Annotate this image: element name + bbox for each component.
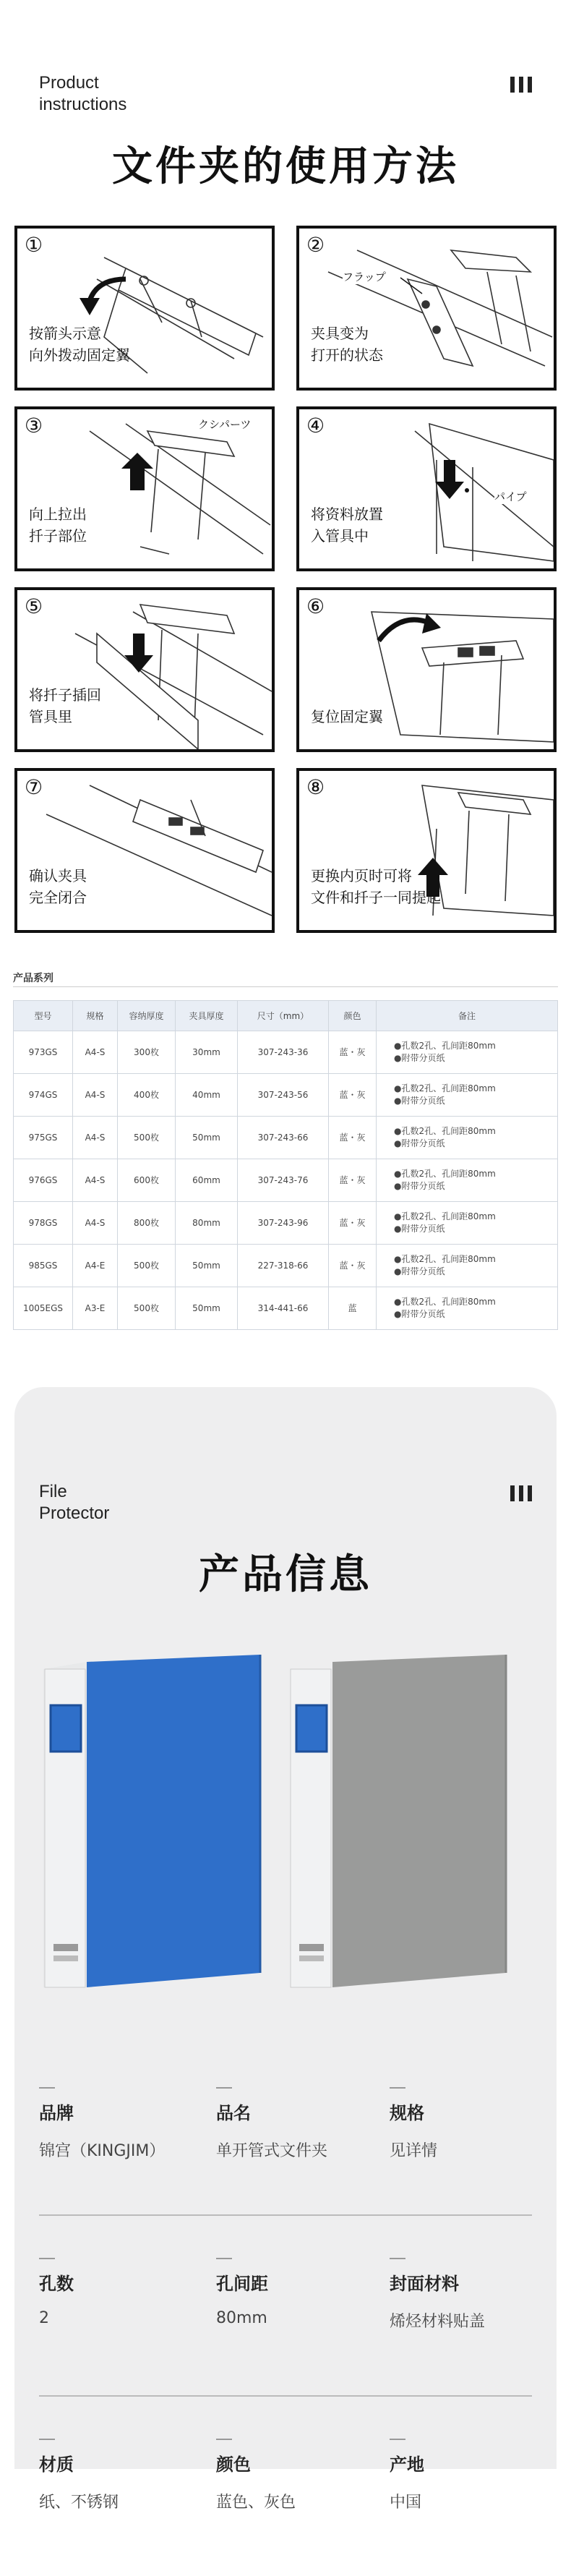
step-8: ⑧ 更换内页时可将 文件和扦子一同提起 <box>296 768 557 933</box>
cell-color: 蓝・灰 <box>329 1074 377 1117</box>
info-product-name: 品名 单开管式文件夹 <box>216 2087 375 2161</box>
cell-clip: 40mm <box>176 1074 238 1117</box>
table-row <box>14 1202 558 1245</box>
step-caption: 更换内页时可将 文件和扦子一同提起 <box>311 867 441 906</box>
step-caption: 将扦子插回 管具里 <box>29 686 101 725</box>
cell-note: ●孔数2孔、孔间距80mm ●附带分页纸 <box>377 1159 558 1202</box>
cell-color: 蓝 <box>329 1287 377 1330</box>
step-caption: 复位固定翼 <box>311 708 383 725</box>
info-hole-count: 孔数 2 <box>39 2258 198 2327</box>
step-5: ⑤ 将扦子插回 管具里 <box>14 587 275 752</box>
cell-size: 314-441-66 <box>238 1287 329 1330</box>
info-hole-spacing: 孔间距 80mm <box>216 2258 375 2327</box>
cell-note: ●孔数2孔、孔间距80mm ●附带分页纸 <box>377 1031 558 1074</box>
table-row <box>14 1117 558 1159</box>
cell-note: ●孔数2孔、孔间距80mm ●附带分页纸 <box>377 1117 558 1159</box>
cell-cap: 800枚 <box>118 1202 176 1245</box>
cell-model: 974GS <box>14 1074 73 1117</box>
step-3: ③ クシパーツ 向上拉出 扦子部位 <box>14 406 275 571</box>
cell-size: 307-243-96 <box>238 1202 329 1245</box>
cell-cap: 500枚 <box>118 1245 176 1287</box>
steps-grid <box>14 226 557 933</box>
flap-label: フラップ <box>343 270 386 283</box>
cell-model: 1005EGS <box>14 1287 73 1330</box>
info-material: 材质 纸、不锈钢 <box>39 2439 198 2512</box>
cell-note: ●孔数2孔、孔间距80mm ●附带分页纸 <box>377 1287 558 1330</box>
cell-clip: 50mm <box>176 1287 238 1330</box>
comb-part-label: クシパーツ <box>198 418 252 431</box>
cell-color: 蓝・灰 <box>329 1031 377 1074</box>
step-caption: 向上拉出 扦子部位 <box>29 506 87 545</box>
cell-spec: A4-E <box>73 1245 118 1287</box>
info-cover-material: 封面材料 烯烃材料贴盖 <box>390 2258 549 2332</box>
step-caption: 按箭头示意 向外拨动固定翼 <box>29 325 130 364</box>
table-header-row: 型号 规格 容纳厚度 夹具厚度 尺寸（mm） 颜色 备注 <box>14 1001 558 1031</box>
cell-size: 307-243-36 <box>238 1031 329 1074</box>
cell-note: ●孔数2孔、孔间距80mm ●附带分页纸 <box>377 1074 558 1117</box>
cell-color: 蓝・灰 <box>329 1245 377 1287</box>
step-caption: 夹具变为 打开的状态 <box>311 325 383 364</box>
info-spec: 规格 见详情 <box>390 2087 549 2161</box>
info-row <box>39 2045 532 2214</box>
cell-note: ●孔数2孔、孔间距80mm ●附带分页纸 <box>377 1245 558 1287</box>
cell-spec: A4-S <box>73 1159 118 1202</box>
divider <box>13 986 558 987</box>
cell-spec: A4-S <box>73 1074 118 1117</box>
cell-cap: 500枚 <box>118 1287 176 1330</box>
file-protector-en-title: File Protector <box>39 1482 110 1523</box>
step-6: ⑥ 复位固定翼 <box>296 587 557 752</box>
cell-color: 蓝・灰 <box>329 1117 377 1159</box>
cell-cap: 600枚 <box>118 1159 176 1202</box>
table-row <box>14 1287 558 1330</box>
cell-model: 985GS <box>14 1245 73 1287</box>
step-4: ④ パイプ 将资料放置 入管具中 <box>296 406 557 571</box>
step-7: ⑦ 确认夹具 完全闭合 <box>14 768 275 933</box>
table-row <box>14 1031 558 1074</box>
cell-spec: A4-S <box>73 1031 118 1074</box>
info-row <box>39 2395 532 2576</box>
cell-model: 976GS <box>14 1159 73 1202</box>
cell-spec: A4-S <box>73 1117 118 1159</box>
info-row <box>39 2214 532 2395</box>
cell-size: 307-243-76 <box>238 1159 329 1202</box>
step-2: ② フラップ 夹具变为 打开的状态 <box>296 226 557 391</box>
cell-color: 蓝・灰 <box>329 1202 377 1245</box>
info-origin: 产地 中国 <box>390 2439 549 2512</box>
cell-size: 307-243-56 <box>238 1074 329 1117</box>
pipe-label: パイプ <box>494 490 527 503</box>
step-1: ① 按箭头示意 向外拨动固定翼 <box>14 226 275 391</box>
table-row <box>14 1245 558 1287</box>
info-brand: 品牌 锦宫（KINGJIM） <box>39 2087 198 2161</box>
cell-cap: 400枚 <box>118 1074 176 1117</box>
info-color: 颜色 蓝色、灰色 <box>216 2439 375 2512</box>
cell-clip: 60mm <box>176 1159 238 1202</box>
cell-clip: 80mm <box>176 1202 238 1245</box>
bars-icon <box>510 77 532 93</box>
cell-clip: 50mm <box>176 1245 238 1287</box>
page-title: 文件夹的使用方法 <box>112 143 459 190</box>
step-caption: 确认夹具 完全闭合 <box>29 867 87 906</box>
cell-note: ●孔数2孔、孔间距80mm ●附带分页纸 <box>377 1202 558 1245</box>
cell-model: 973GS <box>14 1031 73 1074</box>
cell-model: 978GS <box>14 1202 73 1245</box>
cell-size: 227-318-66 <box>238 1245 329 1287</box>
cell-clip: 30mm <box>176 1031 238 1074</box>
product-info-grid <box>39 2045 532 2576</box>
blue-binder-image <box>43 1655 275 1995</box>
table-row <box>14 1159 558 1202</box>
cell-size: 307-243-66 <box>238 1117 329 1159</box>
table-row <box>14 1074 558 1117</box>
instructions-en-title: Product instructions <box>39 73 127 114</box>
cell-spec: A3-E <box>73 1287 118 1330</box>
cell-cap: 500枚 <box>118 1117 176 1159</box>
cell-spec: A4-S <box>73 1202 118 1245</box>
series-title: 产品系列 <box>13 973 53 984</box>
step-caption: 将资料放置 入管具中 <box>311 506 383 545</box>
cell-model: 975GS <box>14 1117 73 1159</box>
bars-icon <box>510 1485 532 1501</box>
cell-clip: 50mm <box>176 1117 238 1159</box>
instructions-header <box>0 0 571 190</box>
cell-cap: 300枚 <box>118 1031 176 1074</box>
product-series-table <box>13 1000 558 1330</box>
section-title: 产品信息 <box>199 1551 372 1598</box>
gray-binder-image <box>289 1655 520 1995</box>
product-info-card <box>14 1387 557 2512</box>
cell-color: 蓝・灰 <box>329 1159 377 1202</box>
